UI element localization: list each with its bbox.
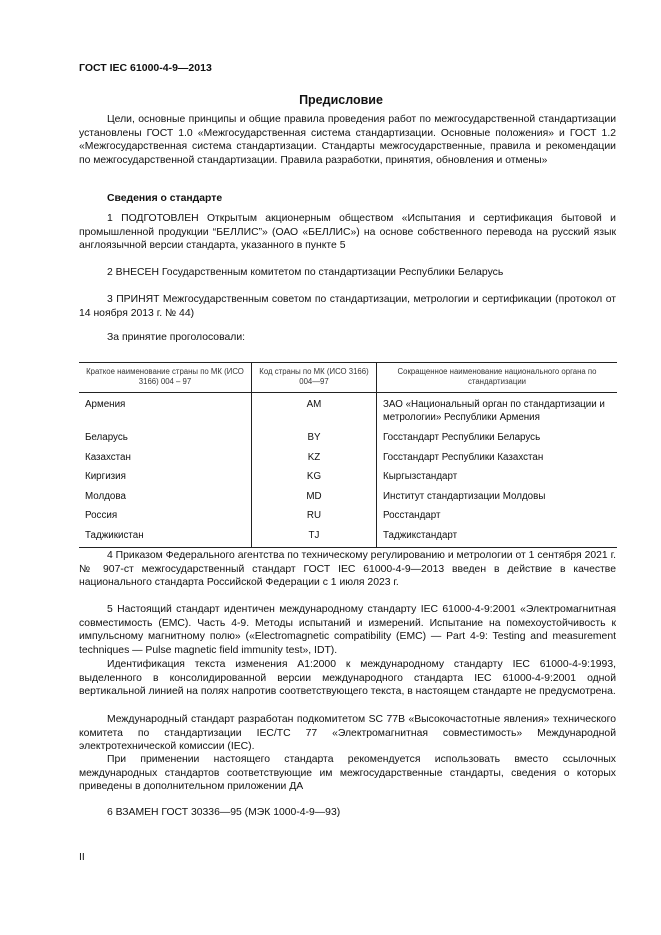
voting-table: [79, 362, 617, 548]
table-row: [79, 431, 617, 451]
item-2-paragraph: 2 ВНЕСЕН Государственным комитетом по стандартизации Республики Беларусь: [107, 267, 504, 278]
cell-country: Беларусь: [85, 432, 128, 443]
cell-code: KG: [252, 470, 377, 490]
cell-code: KZ: [252, 451, 377, 471]
item-5-committee-paragraph: Международный стандарт разработан подкомитетом SC 77В «Высокочастотные явления» технического комитета по стандартизации IEC/TC 77 «Электромагнитная совместимость» Международной электротехнической комиссии (IEC).: [79, 714, 616, 753]
cell-country: Киргизия: [85, 471, 126, 482]
section-title: Сведения о стандарте: [107, 193, 223, 204]
item-6-paragraph: 6 ВЗАМЕН ГОСТ 30336—95 (МЭК 1000-4-9—93): [107, 807, 341, 818]
cell-body: ЗАО «Национальный орган по стандартизации и метрологии» Республики Армения: [377, 393, 618, 432]
column-header-country: Краткое наименование страны по МК (ИСО 3166) 004 – 97: [79, 363, 252, 393]
item-5-paragraph: 5 Настоящий стандарт идентичен международному стандарту IEC 61000-4-9:2001 «Электромагнитная совместимость (ЕМС). Часть 4-9. Методы испытаний и измерений. Испытание на помехоустойчивость к импульсному магнитному полю» («Electromagnetic compatibility (ЕМС) — Part 4-9: Testing and measurement techniques — Pulse magnetic field immunity test», IDT).: [79, 604, 616, 657]
item-3-paragraph: 3 ПРИНЯТ Межгосударственным советом по стандартизации, метрологии и сертификации (протокол от 14 ноября 2013 г. № 44): [79, 294, 616, 319]
table-row: [79, 529, 617, 548]
cell-code: MD: [252, 490, 377, 510]
item-5-references-paragraph: При применении настоящего стандарта рекомендуется использовать вместо ссылочных международных стандартов соответствующие им межгосударственные стандарты, сведения о которых приведены в дополнительном приложении ДА: [79, 754, 616, 793]
table-row: [79, 509, 617, 529]
table-row: [79, 393, 617, 432]
cell-country: Россия: [85, 510, 118, 521]
cell-body: Госстандарт Республики Беларусь: [377, 431, 618, 451]
cell-body: Таджикстандарт: [377, 529, 618, 548]
cell-body: Кыргызстандарт: [377, 470, 618, 490]
cell-body: Росстандарт: [377, 509, 618, 529]
item-5-amendment-paragraph: Идентификация текста изменения A1:2000 к международному стандарту IEC 61000-4-9:1993, выделенного в консолидированной версии международного стандарта IEC 61000-4-9:2001 одной вертикальной линией на полях напротив соответствующего текста, в настоящем стандарте не предусмотрена.: [79, 659, 616, 698]
cell-code: AM: [252, 393, 377, 432]
cell-body: Госстандарт Республики Казахстан: [377, 451, 618, 471]
document-code-header: ГОСТ IEC 61000-4-9—2013: [79, 62, 212, 74]
table-row: [79, 451, 617, 471]
cell-country: Армения: [85, 399, 126, 410]
cell-body: Институт стандартизации Молдовы: [377, 490, 618, 510]
table-header-row: [79, 363, 617, 393]
column-header-body: Сокращенное наименование национального органа по стандартизации: [377, 363, 618, 393]
cell-country: Казахстан: [85, 451, 131, 463]
table-row: [79, 490, 617, 510]
intro-paragraph: Цели, основные принципы и общие правила проведения работ по межгосударственной стандартизации установлены ГОСТ 1.0 «Межгосударственная система стандартизации. Основные положения» и ГОСТ 1.2 «Межгосударственная система стандартизации. Стандарты межгосударственные, правила и рекомендации по межгосударственной стандартизации. Правила разработки, принятия, обновления и отмены»: [79, 114, 616, 167]
page-title: Предисловие: [299, 93, 383, 107]
cell-code: BY: [252, 431, 377, 451]
column-header-code: Код страны по МК (ИСО 3166) 004—97: [252, 363, 377, 393]
cell-country: Таджикистан: [79, 529, 252, 548]
item-1-paragraph: 1 ПОДГОТОВЛЕН Открытым акционерным обществом «Испытания и сертификация бытовой и промышленной продукции “БЕЛЛИС”» (ОАО «БЕЛЛИС») на основе собственного перевода на русский язык англоязычной версии стандарта, указанного в пункте 5: [79, 213, 616, 252]
table-row: [79, 470, 617, 490]
cell-code: TJ: [252, 529, 377, 548]
vote-intro: За принятие проголосовали:: [107, 332, 246, 343]
item-4-paragraph: 4 Приказом Федерального агентства по техническому регулированию и метрологии от 1 сентября 2021 г. № 907-ст межгосударственный стандарт ГОСТ IEC 61000-4-9—2013 введен в действие в качестве национального стандарта Российской Федерации с 1 июля 2023 г.: [79, 550, 616, 589]
cell-country: Молдова: [85, 490, 126, 502]
page-number: II: [79, 852, 85, 863]
cell-code: RU: [252, 509, 377, 529]
